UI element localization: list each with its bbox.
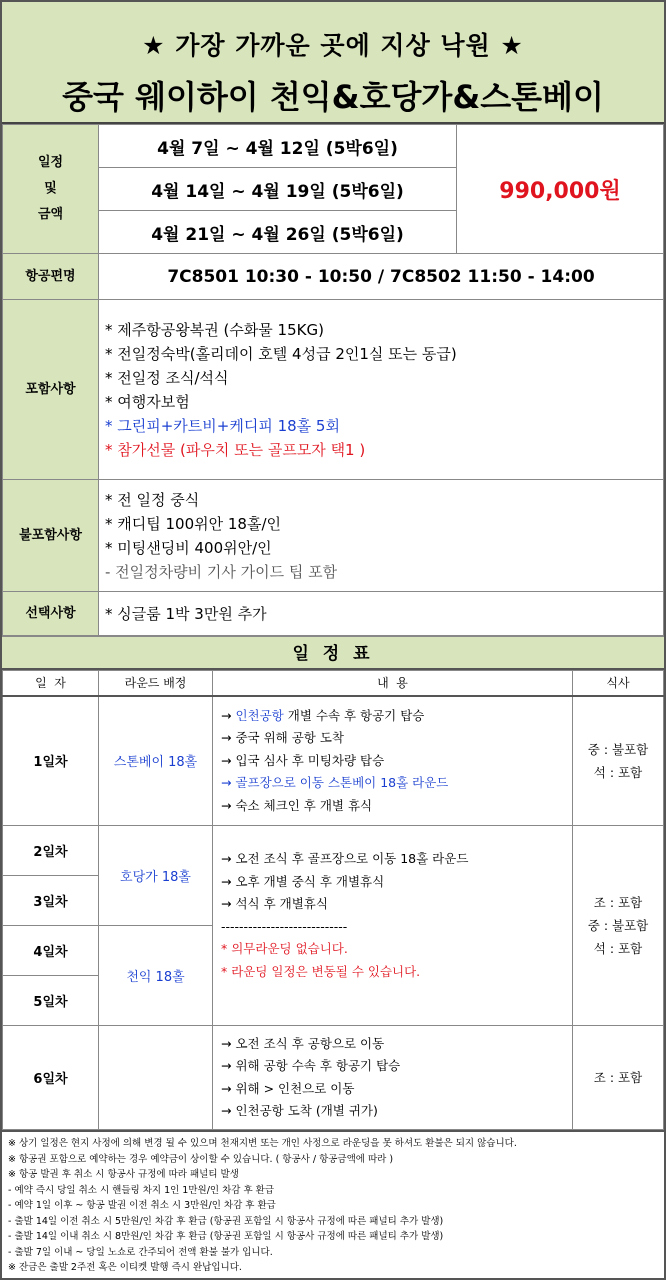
note-line: - 출발 14일 이내 취소 시 8만원/인 차감 후 환급 (항공권 포함일 시 항공사 규정에 따른 패널티 추가 발생) (8, 1231, 444, 1242)
itinerary-header (3, 671, 664, 696)
note-line: ※ 항공권 포함으로 예약하는 경우 예약금이 상이할 수 있습니다. ( 항공사 / 항공금액에 따라 ) (8, 1153, 394, 1165)
header-content: 내 용 (213, 671, 573, 696)
day1-meals (573, 696, 664, 826)
excluded-label: 불포함사항 (3, 480, 99, 592)
label-line: 금액 (37, 207, 64, 222)
list-item: * 미팅샌딩비 400위안/인 (105, 538, 272, 557)
day2-row (3, 826, 664, 876)
flight-value: 7C8501 10:30 - 10:50 / 7C8502 11:50 - 14:00 (99, 254, 664, 300)
notice-line: * 의무라운딩 없습니다. (221, 941, 348, 956)
date-row: 4월 14일 ~ 4월 19일 (5박6일) (99, 168, 457, 211)
meal-line: 중 : 불포함 (587, 741, 649, 757)
mid-meals (573, 826, 664, 1026)
schedule-price-label (3, 125, 99, 254)
itinerary-line: → 입국 심사 후 미팅차량 탑승 (221, 752, 385, 768)
header-meal: 식사 (573, 671, 664, 696)
day-label: 4일차 (3, 926, 99, 976)
round-assignment: 호당가 18홀 (99, 826, 213, 926)
optional-value: * 싱글룸 1박 3만원 추가 (99, 592, 664, 636)
list-item: * 여행자보험 (105, 392, 190, 411)
day-label: 6일차 (3, 1026, 99, 1130)
list-item: - 전일정차량비 기사 가이드 팁 포함 (105, 562, 338, 581)
itinerary-line: → 석식 후 개별휴식 (221, 896, 328, 911)
itinerary-title: 일 정 표 (2, 636, 664, 670)
day1-content (213, 696, 573, 826)
day6-row (3, 1026, 664, 1130)
note-line: - 예약 즉시 당일 취소 시 핸들링 차지 1인 1만원/인 차감 후 환급 (8, 1184, 275, 1196)
itinerary-line (221, 705, 564, 728)
itinerary-line: → 위해 > 인천으로 이동 (221, 1080, 355, 1096)
header-round: 라운드 배정 (99, 671, 213, 696)
day-label: 2일차 (3, 826, 99, 876)
list-item: * 전 일정 중식 (105, 490, 200, 509)
meal-line: 중 : 불포함 (587, 918, 649, 933)
meal-line: 조 : 포함 (593, 895, 643, 910)
included-label: 포함사항 (3, 300, 99, 480)
note-line: ※ 상기 일정은 현지 사정에 의해 변경 될 수 있으며 천재지변 또는 개인 사정으로 라운딩을 못 하셔도 환불은 되지 않습니다. (8, 1138, 517, 1149)
itinerary-line: → 오전 조식 후 골프장으로 이동 18홀 라운드 (221, 851, 469, 866)
title-line1: ★ 가장 가까운 곳에 지상 낙원 ★ (142, 31, 524, 60)
itinerary-line: → 골프장으로 이동 스톤베이 18홀 라운드 (221, 775, 449, 790)
day-label: 1일차 (3, 696, 99, 826)
title-banner (2, 2, 664, 124)
meal-line: 석 : 포함 (593, 941, 643, 956)
itinerary-line: → 오전 조식 후 공항으로 이동 (221, 1035, 385, 1051)
meal-line: 석 : 포함 (593, 764, 643, 780)
list-item: * 그린피+카트비+케디피 18홀 5회 (105, 416, 340, 435)
itinerary-line: → 인천공항 도착 (개별 귀가) (221, 1103, 378, 1118)
optional-label: 선택사항 (3, 592, 99, 636)
day-label: 3일차 (3, 876, 99, 926)
itinerary-line: → 숙소 체크인 후 개별 휴식 (221, 797, 373, 813)
itinerary-line: → 중국 위해 공항 도착 (221, 730, 344, 745)
label-line: 및 (44, 181, 57, 196)
flight-label: 항공편명 (3, 254, 99, 300)
list-item: * 전일정숙박(홀리데이 호텔 4성급 2인1실 또는 동급) (105, 344, 457, 363)
round-assignment: 천익 18홀 (99, 926, 213, 1026)
list-item: * 캐디팁 100위안 18홀/인 (105, 514, 282, 533)
price: 990,000원 (457, 125, 664, 254)
meal-line: 조 : 포함 (593, 1070, 643, 1085)
line-rest: 개별 수속 후 항공기 탑승 (283, 707, 425, 723)
info-table (2, 124, 664, 636)
list-item: * 전일정 조식/석식 (105, 368, 229, 387)
header-day: 일 자 (3, 671, 99, 696)
notes (2, 1130, 664, 1280)
note-line: ※ 항공 발권 후 취소 시 항공사 규정에 따라 패널티 발생 (8, 1169, 239, 1180)
excluded-list (99, 480, 664, 592)
label-line: 일정 (37, 155, 64, 170)
list-item: * 참가선물 (파우치 또는 골프모자 택1 ) (105, 440, 366, 459)
date-row: 4월 21일 ~ 4월 26일 (5박6일) (99, 211, 457, 254)
note-line: - 예약 1일 이후 ~ 항공 발권 이전 취소 시 3만원/인 차감 후 환급 (8, 1200, 276, 1211)
notice-line: * 라운딩 일정은 변동될 수 있습니다. (221, 963, 421, 979)
itinerary-line: → 오후 개별 중식 후 개별휴식 (221, 873, 385, 889)
itinerary-table (2, 670, 664, 1130)
round-assignment-empty (99, 1026, 213, 1130)
date-row: 4월 7일 ~ 4월 12일 (5박6일) (99, 125, 457, 168)
title-line2: 중국 웨이하이 천익&호당가&스톤베이 (62, 78, 604, 116)
day-label: 5일차 (3, 976, 99, 1026)
mid-content (213, 826, 573, 1026)
line-prefix: → (221, 707, 236, 723)
divider: ---------------------------- (221, 918, 348, 934)
note-line: - 출발 7일 이내 ~ 당일 노쇼로 간주되어 전액 환불 불가 입니다. (8, 1246, 273, 1258)
day6-content (213, 1026, 573, 1130)
line-highlight: 인천공항 (235, 707, 284, 723)
itinerary-line: → 위해 공항 수속 후 항공기 탑승 (221, 1058, 401, 1073)
round-assignment: 스톤베이 18홀 (99, 696, 213, 826)
note-line: ※ 잔금은 출발 2주전 혹은 이티켓 발행 즉시 완납입니다. (8, 1262, 242, 1273)
day6-meals (573, 1026, 664, 1130)
included-list (99, 300, 664, 480)
list-item: * 제주항공왕복권 (수화물 15KG) (105, 320, 324, 339)
day1-row (3, 696, 664, 826)
note-line: - 출발 14일 이전 취소 시 5만원/인 차감 후 환급 (항공권 포함일 시 항공사 규정에 따른 패널티 추가 발생) (8, 1215, 444, 1227)
